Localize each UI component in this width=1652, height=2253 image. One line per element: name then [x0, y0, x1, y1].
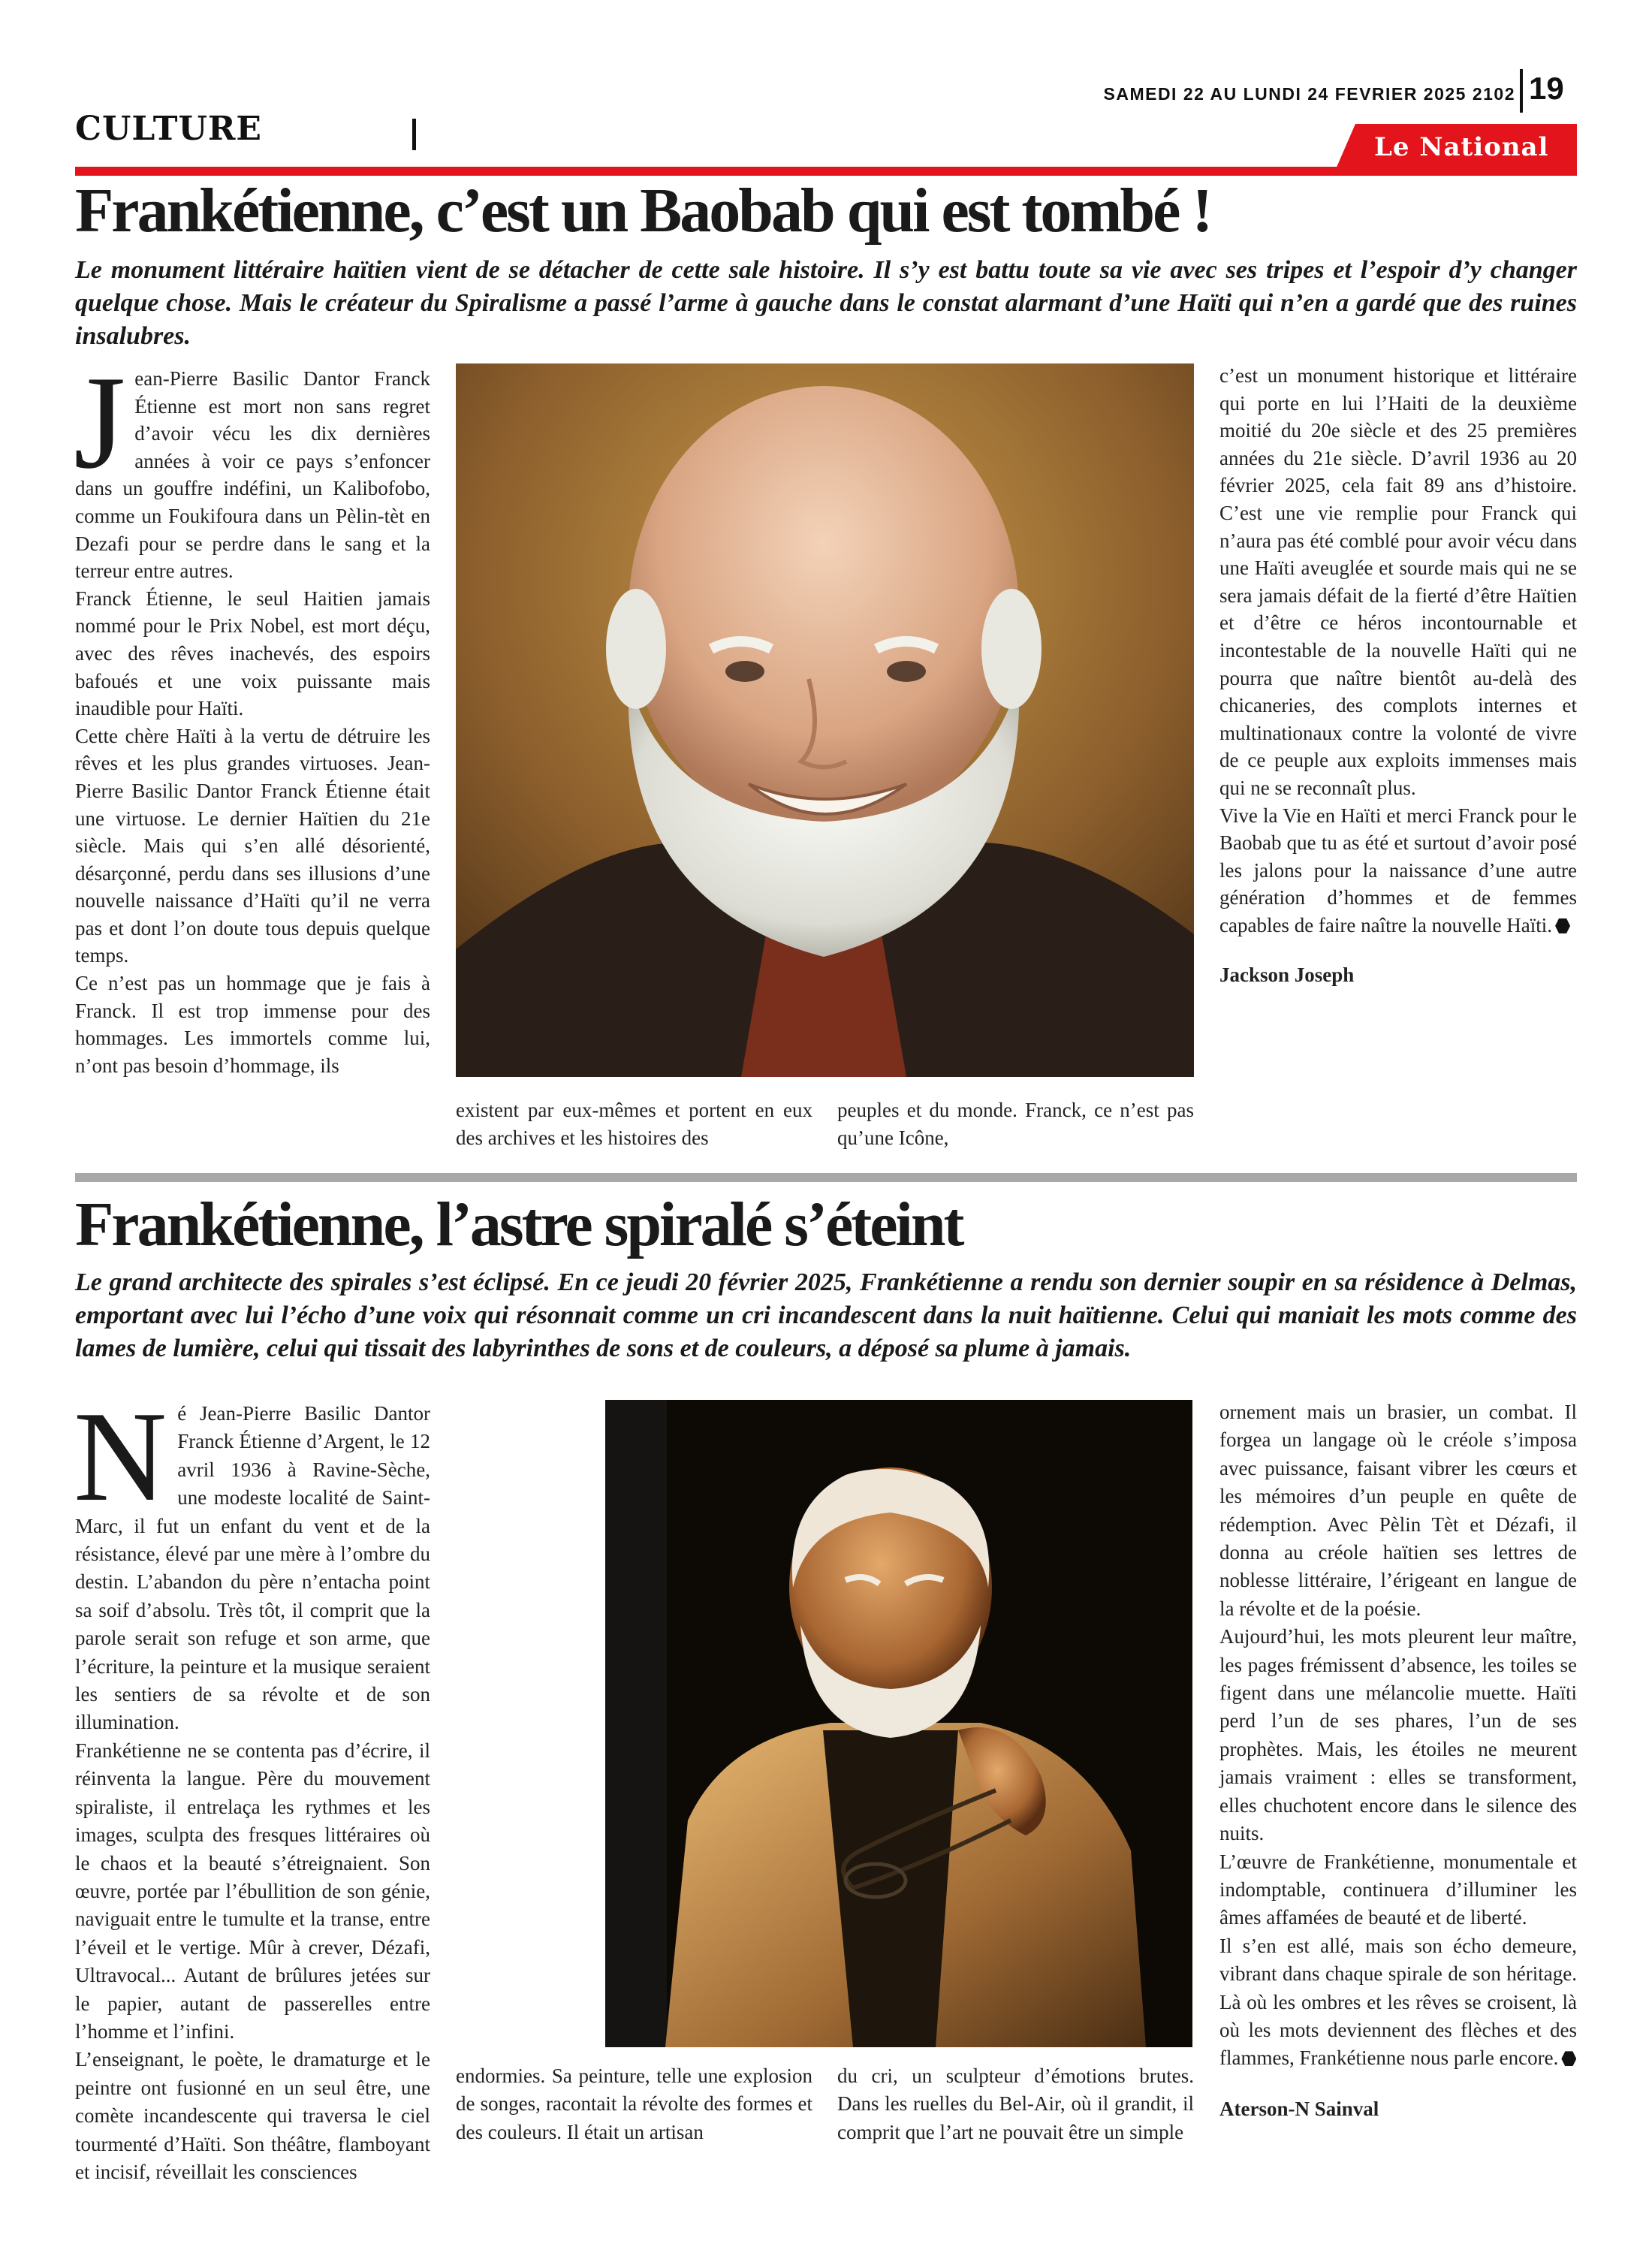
article1-closing-text: Vive la Vie en Haïti et merci Franck pour le Baobab que tu as été et surtout d’avoir posé les jalons pour la naissance d’une autre génération d’hommes et de femmes capables de faire naître la nouvelle Haïti. [1219, 804, 1577, 936]
article1-lead: Le monument littéraire haïtien vient de se détacher de cette sale histoire. Il s’y est battu toute sa vie avec ses tripes et l’espoir d’y changer quelque chose. Mais le créateur du Spiralisme a passé l’arme à gauche dans le constat alarmant d’une Haïti qui n’en a gardé que des ruines insalubres. [75, 256, 1577, 350]
article1-paragraph: c’est un monument historique et littéraire qui porte en lui l’Haiti de la deuxième moitié du 20e siècle et des 25 premières années du 21e siècle. D’avril 1936 au 20 février 2025, cela fait 89 ans d’histoire. C’est une vie remplie pour Franck qui n’aura pas été comblé pour avoir vécu dans une Haïti aveuglée et sourde mais qui ne se sera jamais défait de la fierté d’être Haïtien et d’être ce héros incontournable et incontestable de la nouvelle Haïti qui ne pourra que naître bientôt au-delà des chicaneries, des complots internes et multinationaux contre la volonté de vivre de ce peuple aux exploits immenses mais qui ne se reconnaît plus. [1219, 364, 1577, 799]
article2-paragraph: endormies. Sa peinture, telle une explosion de songes, racontait la révolte des formes et des couleurs. Il était un artisan [456, 2064, 812, 2143]
article2-paragraph: é Jean-Pierre Basilic Dantor Franck Étienne d’Argent, le 12 avril 1936 à Ravine-Sèche, une modeste localité de Saint-Marc, il fut un enfant du vent et de la résistance, élevé par une mère à l’ombre du destin. L’abandon du père n’entacha point sa soif d’absolu. Très tôt, il comprit que la parole serait son refuge et son arme, que l’écriture, la peinture et la musique seraient les sentiers de sa révolte et de son illumination. [75, 1402, 430, 1734]
article2-column-4 [1219, 1398, 1577, 2123]
article2-column-2 [456, 2062, 812, 2146]
article2-lead: Le grand architecte des spirales s’est éclipsé. En ce jeudi 20 février 2025, Frankétienne a rendu son dernier soupir en sa résidence à Delmas, emportant avec lui l’écho d’une voix qui résonnait comme un cri incandescent dans la nuit haïtienne. Celui qui maniait les mots comme des lames de lumière, celui qui tissait des labyrinthes de sons et de couleurs, a déposé sa plume à jamais. [75, 1268, 1577, 1362]
article1-paragraph: Ce n’est pas un hommage que je fais à Franck. Il est trop immense pour des hommages. Les immortels comme lui, n’ont pas besoin d’hommage, ils [75, 972, 430, 1077]
article2-dropcap: N [74, 1386, 167, 1528]
article2-paragraph: L’enseignant, le poète, le dramaturge et le peintre ont fusionné en un seul être, une comète incandescente qui traversa le ciel tourmenté d’Haïti. Son théâtre, flamboyant et incisif, réveillait les consciences [75, 2048, 430, 2183]
section-divider [412, 119, 416, 150]
article2-headline: Frankétienne, l’astre spiralé s’éteint [75, 1190, 963, 1259]
article2-author: Aterson-N Sainval [1219, 2097, 1379, 2120]
article1-portrait-photo [456, 363, 1194, 1077]
article2-portrait-photo [605, 1400, 1192, 2047]
article1-paragraph [1219, 802, 1577, 940]
article1-author: Jackson Joseph [1219, 964, 1355, 987]
article2-paragraph: L’œuvre de Frankétienne, monumentale et indomptable, continuera d’illuminer les âmes affamées de beauté et de liberté. [1219, 1850, 1577, 1929]
article1-paragraph: existent par eux-mêmes et portent en eux des archives et les histoires des [456, 1099, 812, 1149]
end-of-article-icon [1555, 918, 1570, 933]
article2-paragraph [1219, 1932, 1577, 2073]
article2-paragraph: ornement mais un brasier, un combat. Il forgea un langage où le créole s’imposa avec puissance, faisant vibrer les cœurs et les mémoires d’un peuple en quête de rédemption. Avec Pèlin Tèt et Dézafi, il donna au créole haïtien ses lettres de noblesse littéraire, l’érigeant en langue de la révolte et de la poésie. [1219, 1401, 1577, 1620]
article1-column-3 [837, 1096, 1194, 1151]
article1-paragraph: Franck Étienne, le seul Haitien jamais nommé pour le Prix Nobel, est mort déçu, avec des rêves inachevés, des espoirs bafoués et une voix puissante mais inaudible pour Haïti. [75, 587, 430, 720]
page-number-divider [1520, 69, 1523, 113]
article2-paragraph: du cri, un sculpteur d’émotions brutes. Dans les ruelles du Bel-Air, où il grandit, il comprit que l’art ne pouvait être un simple [837, 2064, 1194, 2143]
page-number: 19 [1529, 71, 1564, 106]
article2-paragraph: Frankétienne ne se contenta pas d’écrire, il réinventa la langue. Père du mouvement spiraliste, il entrelaça les rythmes et les images, sculpta des fresques littéraires où le chaos et la beauté s’étreignaient. Son œuvre, portée par l’ébullition de son génie, naviguait entre le tumulte et la transe, entre l’éveil et le vertige. Mûr à crever, Dézafi, Ultravocal... Autant de brûlures jetées sur le papier, autant de passerelles entre l’homme et l’infini. [75, 1739, 430, 2043]
seated-man-portrait-icon [605, 1400, 1192, 2047]
article1-paragraph: ean-Pierre Basilic Dantor Franck Étienne est mort non sans regret d’avoir vécu les dix dernières années à voir ce pays s’enfoncer dans un gouffre indéfini, un Kalibofobo, comme un Foukifoura dans un Pèlin-tèt en Dezafi pour se perdre dans le sang et la terreur entre autres. [75, 367, 430, 583]
article2-column-1 [74, 1386, 430, 2186]
brand-name: Le National [1374, 132, 1549, 162]
article2-closing-text: Il s’en est allé, mais son écho demeure, vibrant dans chaque spirale de son héritage. Là où les ombres et les rêves se croisent, là où les mots deviennent des flèches et des flammes, Frankétienne nous parle encore. [1219, 1934, 1577, 2070]
end-of-article-icon [1561, 2051, 1576, 2066]
article1-column-4 [1219, 362, 1577, 989]
article1-column-2 [456, 1096, 812, 1151]
article-divider [75, 1173, 1577, 1182]
article2-column-3 [837, 2062, 1194, 2146]
article1-headline: Frankétienne, c’est un Baobab qui est tombé ! [75, 176, 1211, 246]
article1-paragraph: Cette chère Haïti à la vertu de détruire les rêves et les plus grandes virtuoses. Jean-Pierre Basilic Dantor Franck Étienne était une virtuose. Le dernier Haïtien du 21e siècle. Mais qui s’en allé désorienté, désarçonné, perdu dans ses illusions d’une nouvelle naissance d’Haïti qu’il ne verra pas et dont l’on doute tous depuis quelque temps. [75, 724, 430, 967]
article1-paragraph: peuples et du monde. Franck, ce n’est pas qu’une Icône, [837, 1099, 1194, 1149]
article1-column-1 [74, 348, 430, 1079]
article1-dropcap: J [74, 348, 126, 496]
section-label: CULTURE [75, 110, 262, 148]
bearded-man-portrait-icon [456, 363, 1194, 1077]
issue-date: SAMEDI 22 AU LUNDI 24 FEVRIER 2025 2102 [1103, 84, 1515, 104]
article2-paragraph: Aujourd’hui, les mots pleurent leur maître, les pages frémissent d’absence, les toiles se figent dans une mélancolie muette. Haïti perd l’un de ses phares, l’un de ses prophètes. Mais, les étoiles ne meurent jamais vraiment : elles se transforment, elles chuchotent encore dans le silence des nuits. [1219, 1625, 1577, 1845]
